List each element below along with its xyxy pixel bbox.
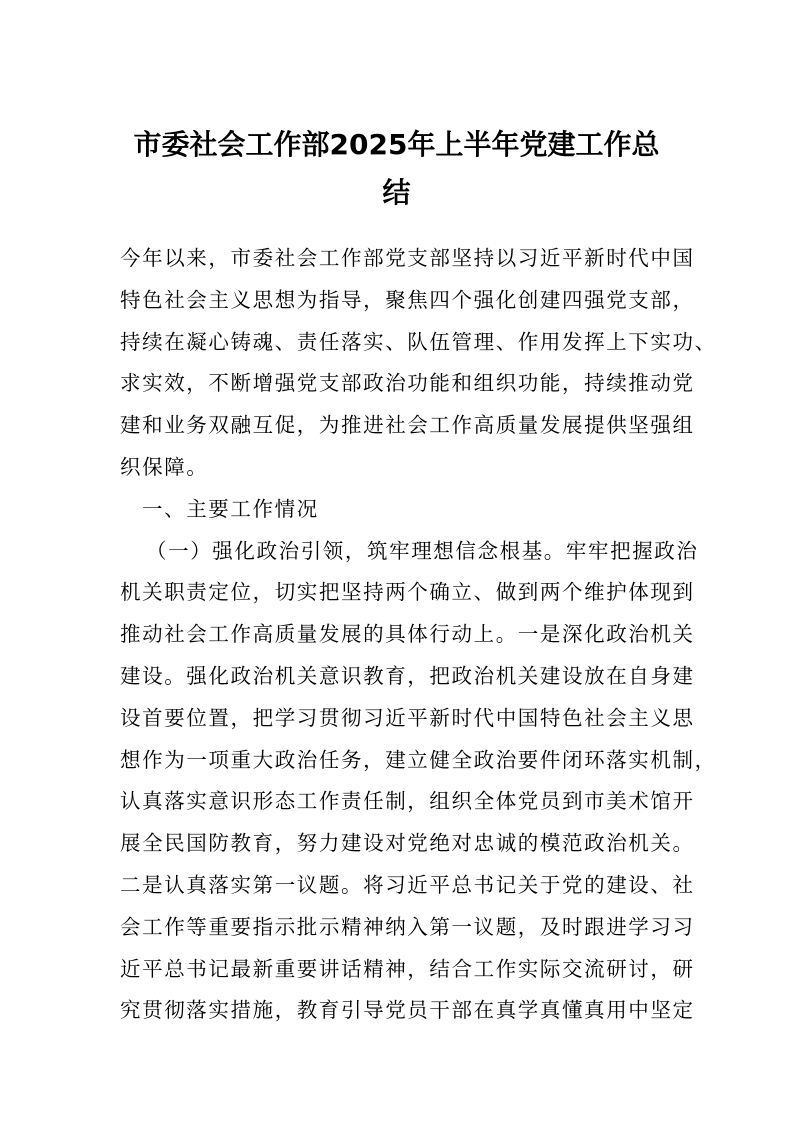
paragraph-line: 特色社会主义思想为指导，聚焦四个强化创建四强党支部，	[120, 287, 695, 312]
paragraph-line: 持续在凝心铸魂、责任落实、队伍管理、作用发挥上下实功、	[120, 329, 717, 354]
paragraph-line: 展全民国防教育，努力建设对党绝对忠诚的模范政治机关。	[120, 831, 695, 856]
paragraph-line: 二是认真落实第一议题。将习近平总书记关于党的建设、社	[120, 872, 695, 897]
paragraph-line: 会工作等重要指示批示精神纳入第一议题，及时跟进学习习	[120, 914, 695, 939]
paragraph-line: 想作为一项重大政治任务，建立健全政治要件闭环落实机制，	[120, 747, 717, 772]
section-heading: 一、主要工作情况	[142, 496, 319, 521]
paragraph-line: 建设。强化政治机关意识教育，把政治机关建设放在自身建	[120, 663, 695, 688]
document-body	[120, 238, 717, 1032]
paragraph-line: 近平总书记最新重要讲话精神，结合工作实际交流研讨，研	[120, 956, 695, 981]
paragraph-line: 认真落实意识形态工作责任制，组织全体党员到市美术馆开	[120, 789, 695, 814]
paragraph-line: 建和业务双融互促，为推进社会工作高质量发展提供坚强组	[120, 413, 695, 438]
paragraph-line: 今年以来，市委社会工作部党支部坚持以习近平新时代中国	[120, 246, 695, 270]
paragraph-line: 求实效，不断增强党支部政治功能和组织功能，持续推动党	[120, 371, 695, 396]
document-title-line-1: 市委社会工作部2025年上半年党建工作总	[133, 128, 660, 161]
paragraph-line: 推动社会工作高质量发展的具体行动上。一是深化政治机关	[120, 622, 695, 647]
paragraph-line: （一）强化政治引领，筑牢理想信念根基。牢牢把握政治	[146, 538, 699, 563]
paragraph-line: 织保障。	[120, 454, 209, 479]
paragraph-line: 机关职责定位，切实把坚持两个确立、做到两个维护体现到	[120, 580, 695, 605]
paragraph-line: 设首要位置，把学习贯彻习近平新时代中国特色社会主义思	[120, 705, 695, 730]
paragraph-line: 究贯彻落实措施，教育引导党员干部在真学真懂真用中坚定	[120, 998, 695, 1023]
document-title-line-2: 结	[382, 176, 411, 209]
